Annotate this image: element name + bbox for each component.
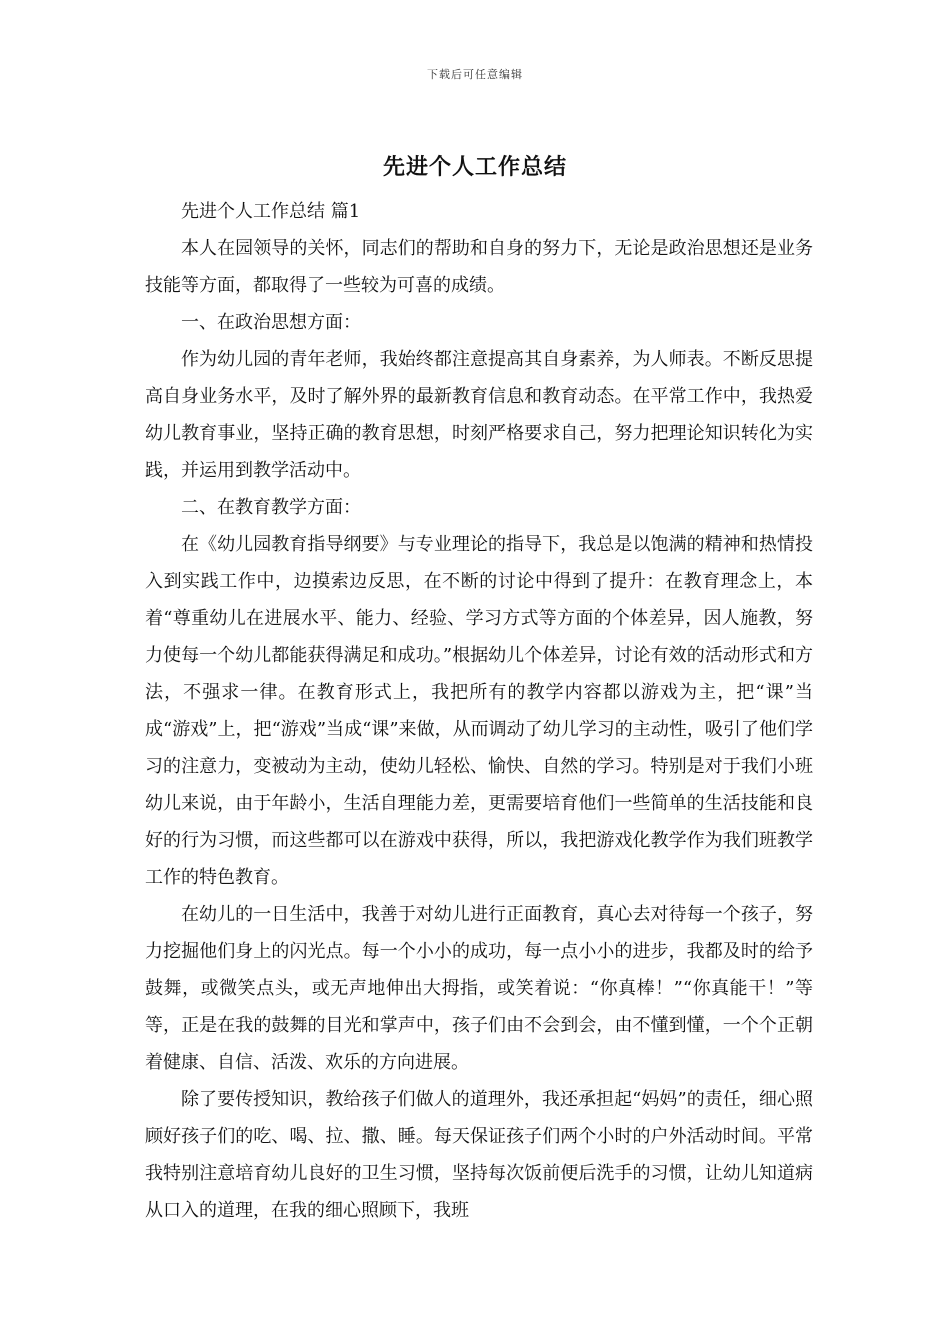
document-body (145, 193, 813, 1229)
paragraph-teaching: 在《幼儿园教育指导纲要》与专业理论的指导下，我总是以饱满的精神和热情投入到实践工作中，边摸索边反思，在不断的讨论中得到了提升：在教育理念上，本着“尊重幼儿在进展水平、能力、经验、学习方式等方面的个体差异，因人施教，努力使每一个幼儿都能获得满足和成功。”根据幼儿个体差异，讨论有效的活动形式和方法，不强求一律。在教育形式上，我把所有的教学内容都以游戏为主，把“课”当成“游戏”上，把“游戏”当成“课”来做，从而调动了幼儿学习的主动性，吸引了他们学习的注意力，变被动为主动，使幼儿轻松、愉快、自然的学习。特别是对于我们小班幼儿来说，由于年龄小，生活自理能力差，更需要培育他们一些简单的生活技能和良好的行为习惯，而这些都可以在游戏中获得，所以，我把游戏化教学作为我们班教学工作的特色教育。 (145, 534, 813, 888)
paragraph-politics: 作为幼儿园的青年老师，我始终都注意提高其自身素养，为人师表。不断反思提高自身业务水平，及时了解外界的最新教育信息和教育动态。在平常工作中，我热爱幼儿教育事业，坚持正确的教育思想，时刻严格要求自己，努力把理论知识转化为实践，并运用到教学活动中。 (145, 349, 813, 481)
paragraph-heading-politics: 一、在政治思想方面： (181, 312, 361, 333)
paragraph-intro: 本人在园领导的关怀，同志们的帮助和自身的努力下，无论是政治思想还是业务技能等方面，都取得了一些较为可喜的成绩。 (145, 238, 813, 296)
paragraph-care: 除了要传授知识，教给孩子们做人的道理外，我还承担起“妈妈”的责任，细心照顾好孩子们的吃、喝、拉、撒、睡。每天保证孩子们两个小时的户外活动时间。平常我特别注意培育幼儿良好的卫生习惯，坚持每次饭前便后洗手的习惯，让幼儿知道病从口入的道理，在我的细心照顾下，我班 (145, 1089, 813, 1221)
paragraph-daily-life: 在幼儿的一日生活中，我善于对幼儿进行正面教育，真心去对待每一个孩子，努力挖掘他们身上的闪光点。每一个小小的成功，每一点小小的进步，我都及时的给予鼓舞，或微笑点头，或无声地伸出大拇指，或笑着说：“你真棒！”“你真能干！”等等，正是在我的鼓舞的目光和掌声中，孩子们由不会到会，由不懂到懂，一个个正朝着健康、自信、活泼、欢乐的方向进展。 (145, 904, 813, 1073)
paragraph-heading-teaching: 二、在教育教学方面： (181, 497, 361, 518)
document-title: 先进个人工作总结 (382, 154, 567, 180)
paragraph-section-heading: 先进个人工作总结 篇1 (181, 201, 361, 222)
header-note: 下载后可任意编辑 (427, 68, 523, 81)
